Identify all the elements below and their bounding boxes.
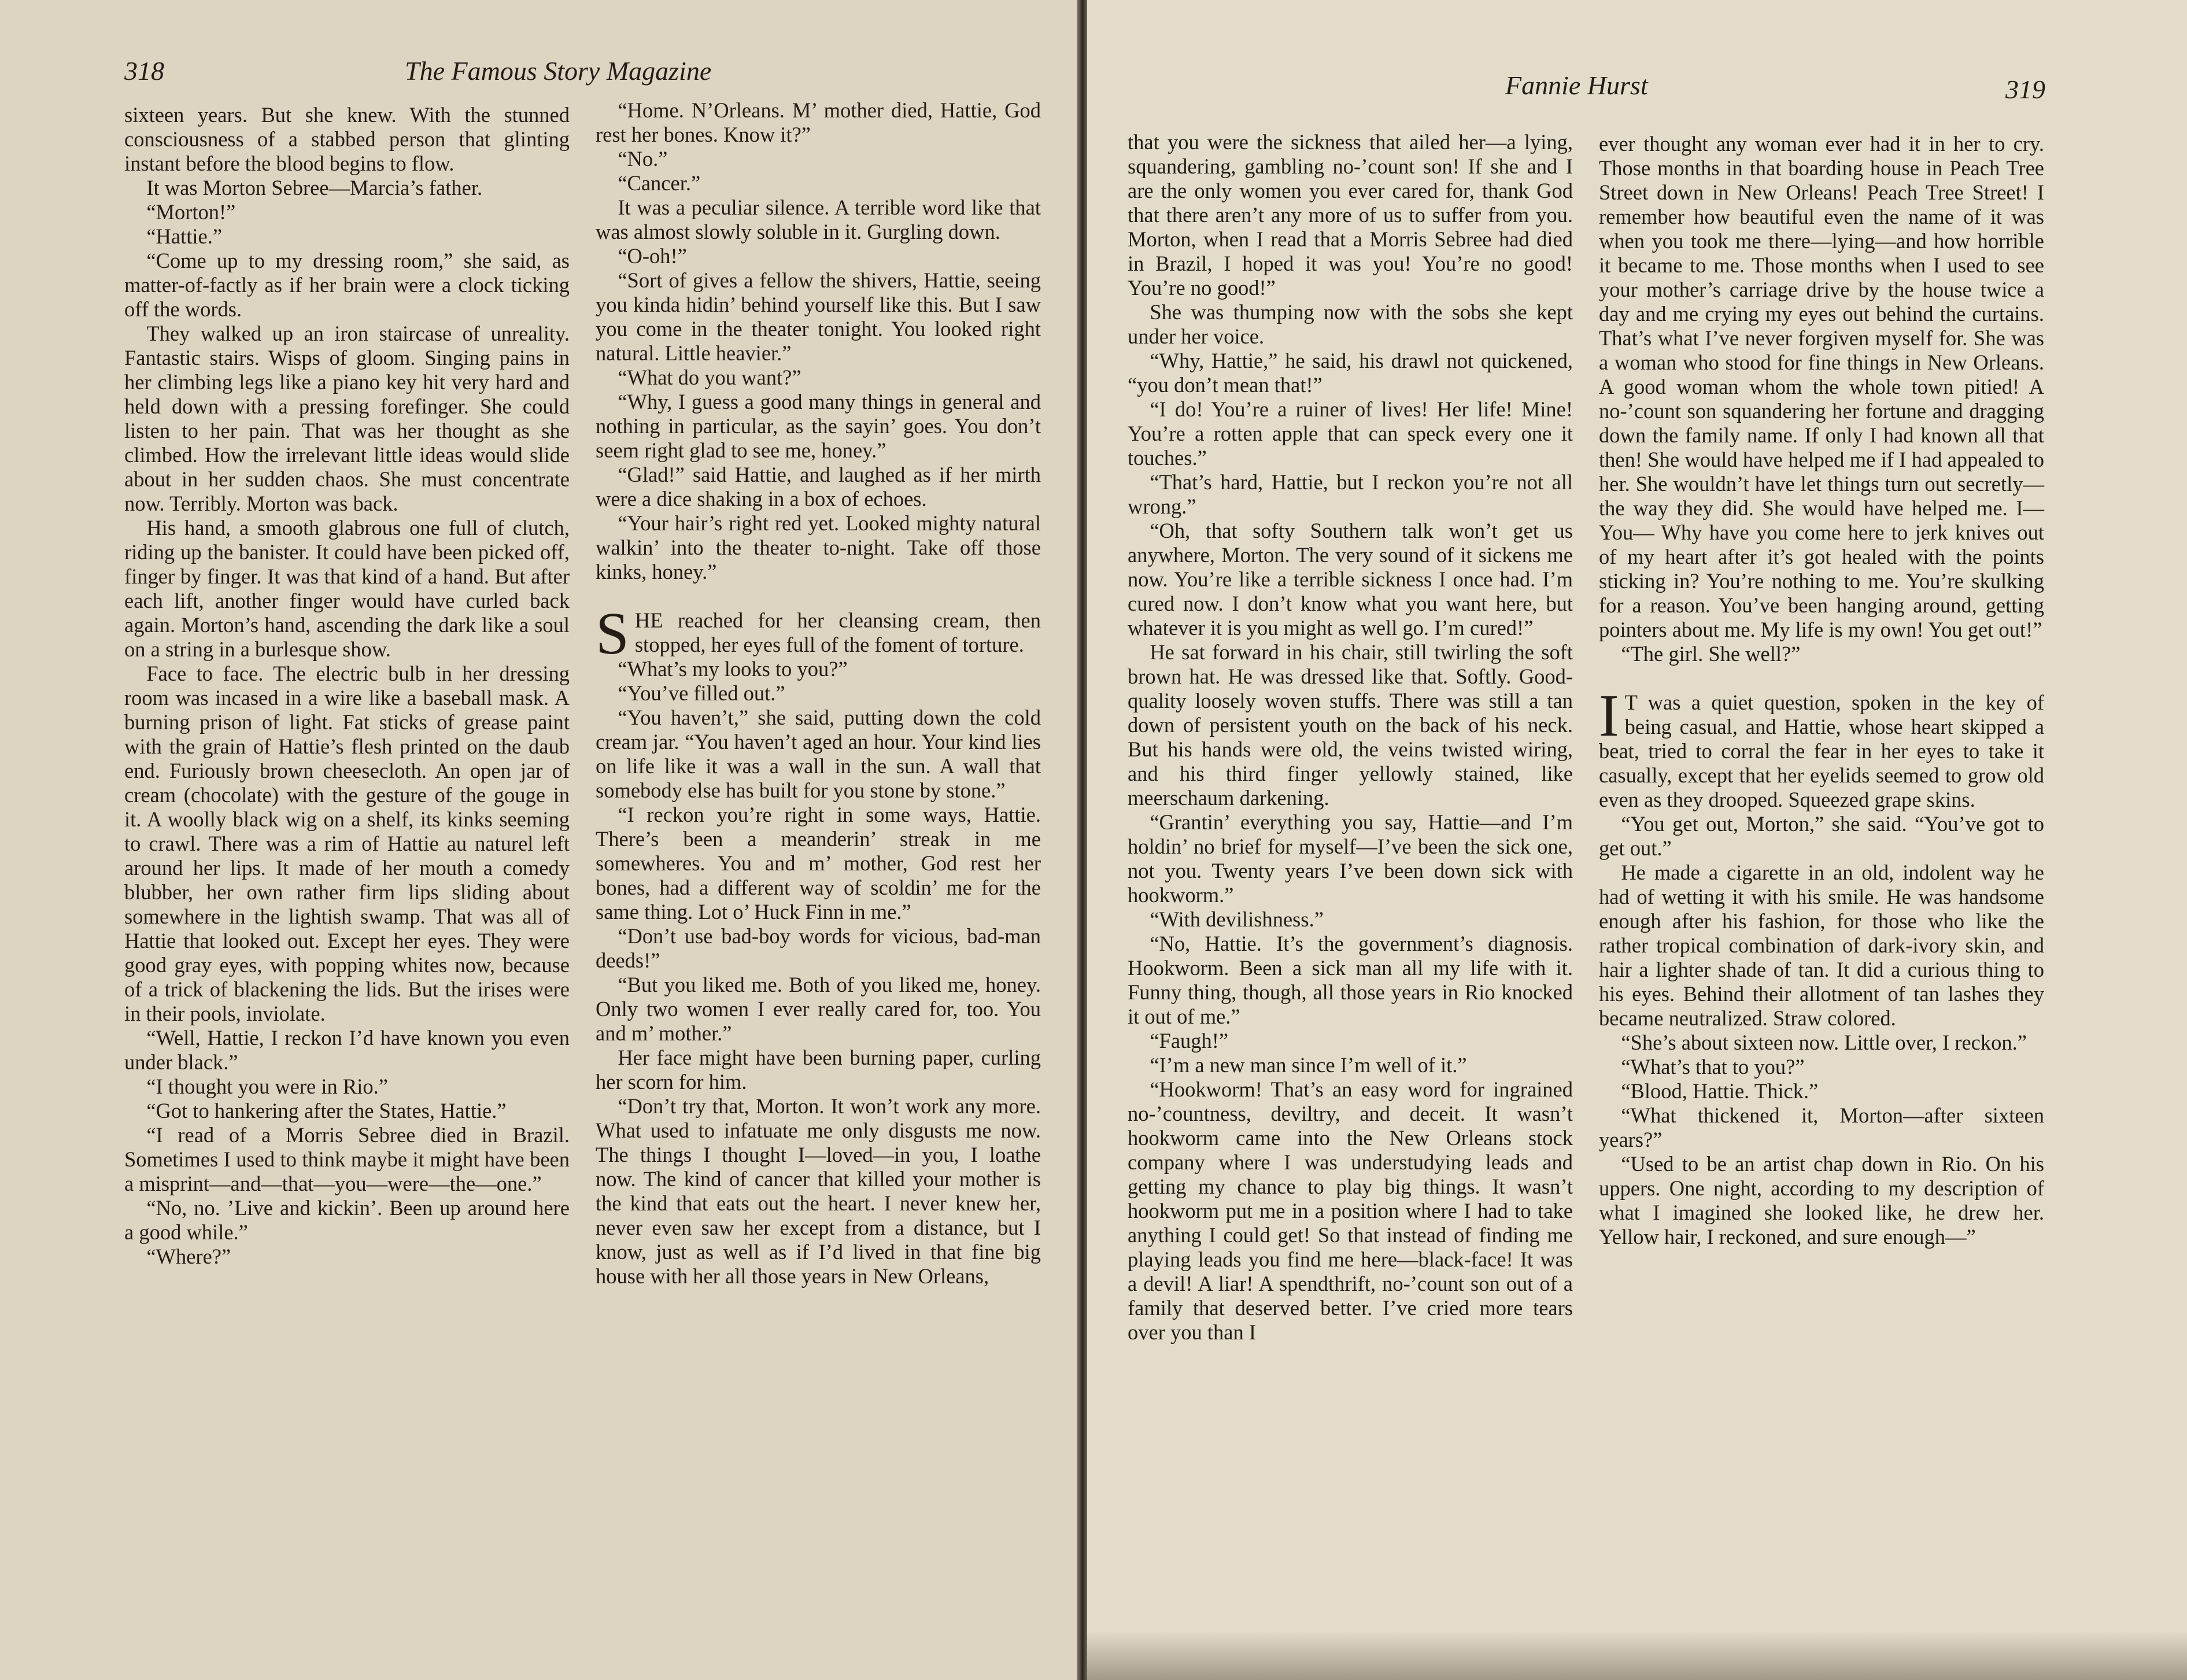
paragraph: “Glad!” said Hattie, and laughed as if her mirth were a dice shaking in a box of echoes. [596,463,1041,511]
paragraph: “Come up to my dressing room,” she said, as matter-of-factly as if her brain were a clock ticking off the words. [124,249,570,321]
paragraph: “Morton!” [146,200,236,224]
paragraph: that you were the sickness that ailed her—a lying, squandering, gambling no-’count son! If she and I are the only women you ever cared for, thank God that there aren’t any more of us to suffer from you. Morton, when I read that a Morris Sebree had died in Brazil, I hoped it was you! You’re no good! You’re no good!” [1128,130,1573,300]
paragraph: ever thought any woman ever had it in her to cry. Those months in that boarding house in Peach Tree Street down in New Orleans! Peach Tree Street! I remember how beautiful even the name of it was when you took me there—lying—and how horrible it became to me. Those months when I used to see your mother’s carriage drive by the house twice a day and me crying my eyes out behind the curtains. That’s what I’ve never forgiven myself for. She was a woman who stood for fine things in New Orleans. A good woman whom the whole town pitied! A no-’count son squandering her fortune and dragging down the family name. If only I had known all that then! She would have helped me if I had appealed to her. She wouldn’t have let things turn out secretly—the way they did. She would have helped me. I— You— Why have you come here to jerk knives out of my heart after it’s got healed with the points sticking in? You’re nothing to me. You’re skulking for a reason. You’ve been hanging around, getting pointers about me. My life is my own! You get out!” [1599,132,2044,641]
paragraph: “I’m a new man since I’m well of it.” [1150,1053,1467,1077]
page-number-left: 318 [124,56,164,86]
running-title-right: Fannie Hurst [1505,71,1648,100]
paragraph: It was Morton Sebree—Marcia’s father. [146,176,483,200]
paragraph: “Blood, Hattie. Thick.” [1621,1079,1819,1103]
right-page [1087,0,2187,1680]
paragraph: “Hattie.” [146,224,223,248]
paragraph: “Used to be an artist chap down in Rio. On his uppers. One night, according to my description of what I imagined she looked like, he drew her. Yellow hair, I reckoned, and sure enough—” [1599,1152,2044,1249]
paragraph: “Your hair’s right red yet. Looked mighty natural walkin’ into the theater to-night. Take off those kinks, honey.” [596,511,1041,584]
paragraph: Face to face. The electric bulb in her dressing room was incased in a wire like a baseball mask. A burning prison of light. Fat sticks of grease paint with the grain of Hattie’s flesh printed on the daub end. Furiously brown cheesecloth. An open jar of cream (chocolate) with the gesture of the gouge in it. A woolly black wig on a shelf, its kinks seeming to crawl. There was a rim of Hattie au naturel left around her lips. It made of her mouth a comedy blubber, her own rather firm lips sliding about somewhere in the lightish swamp. That was all of Hattie that looked out. Except her eyes. They were good gray eyes, with popping whites now, because of a trick of blackening the lids. But the irises were in their pools, inviolate. [124,662,570,1025]
paragraph: “I read of a Morris Sebree died in Brazil. Sometimes I used to think maybe it might have been a misprint—and—that—you—were—the—one.” [124,1123,570,1195]
paragraph: “Where?” [146,1245,231,1268]
section-opening-paragraph: IT was a quiet question, spoken in the key of being casual, and Hattie, whose heart skipped a beat, tried to corral the fear in her eyes to take it casually, except that her eyelids seemed to grow old even as they drooped. Squeezed grape skins. [1599,682,2044,811]
paragraph: “What thickened it, Morton—after sixteen years?” [1599,1103,2044,1151]
paragraph: “What do you want?” [618,365,801,389]
paragraph: “Sort of gives a fellow the shivers, Hattie, seeing you kinda hidin’ behind yourself like this. But I saw you come in the theater tonight. You looked right natural. Little heavier.” [596,268,1041,365]
paragraph: He made a cigarette in an old, indolent way he had of wetting it with his smile. He was handsome enough after his fashion, for those who like the rather tropical combination of dark-ivory skin, and hair a lighter shade of tan. It did a curious thing to his eyes. Behind their allotment of tan lashes they became neutralized. Straw colored. [1599,861,2044,1030]
paragraph: “Why, Hattie,” he said, his drawl not quickened, “you don’t mean that!” [1128,349,1573,397]
paragraph: “No, no. ’Live and kickin’. Been up around here a good while.” [124,1196,570,1244]
paragraph: “With devilishness.” [1150,907,1324,931]
paragraph: “I do! You’re a ruiner of lives! Her life! Mine! You’re a rotten apple that can speck every one it touches.” [1128,397,1573,470]
page-number-right: 319 [2005,75,2045,104]
paragraph: “You haven’t,” she said, putting down the cold cream jar. “You haven’t aged an hour. Your kind lies on life like it was a wall in the sun. A wall that somebody else has built for you stone by stone.” [596,706,1041,802]
running-title-left: The Famous Story Magazine [405,56,712,86]
paragraph: “Well, Hattie, I reckon I’d have known you even under black.” [124,1026,570,1074]
left-column-1 [124,103,570,1269]
paragraph: They walked up an iron staircase of unreality. Fantastic stairs. Wisps of gloom. Singing pains in her climbing legs like a piano key hit very hard and held down with a pressing forefinger. She could listen to her pain. That was her thought as she climbed. How the irrelevant little ideas would slide about in her sudden chaos. She must concentrate now. Terribly. Morton was back. [124,322,570,515]
paragraph: “What’s that to you?” [1621,1055,1805,1079]
paragraph: sixteen years. But she knew. With the stunned consciousness of a stabbed person that glinting instant before the blood begins to flow. [124,103,570,175]
paragraph: “Cancer.” [618,171,701,195]
paragraph: “No.” [618,147,668,171]
paragraph: “Home. N’Orleans. M’ mother died, Hattie, God rest her bones. Know it?” [596,98,1041,146]
paragraph: “I thought you were in Rio.” [146,1075,388,1098]
paragraph: She was thumping now with the sobs she kept under her voice. [1128,300,1573,348]
paragraph: “O-oh!” [618,244,687,268]
paragraph: “That’s hard, Hattie, but I reckon you’re not all wrong.” [1128,470,1573,518]
paragraph: He sat forward in his chair, still twirling the soft brown hat. He was dressed like that. Softly. Good-quality loosely woven stuffs. There was still a tan down of persistent youth on the back of his neck. But his hands were old, the veins twisted wiring, and his third finger yellowly stained, like meerschaum darkening. [1128,640,1573,810]
paragraph: “Hookworm! That’s an easy word for ingrained no-’countness, deviltry, and deceit. It wasn’t hookworm came into the New Orleans stock company where I was understudying leads and getting my chance to play big things. It wasn’t hookworm put me in a position where I had to take anything I could get! So that instead of finding me playing leads you find me here—black-face! It was a devil! A liar! A spendthrift, no-’count son out of a family that deserved better. I’ve cried more tears over you than I [1128,1077,1573,1344]
page-bottom-shadow [1087,1631,2187,1680]
paragraph: “You get out, Morton,” she said. “You’ve got to get out.” [1599,812,2044,860]
paragraph: “Oh, that softy Southern talk won’t get us anywhere, Morton. The very sound of it sickens me now. You’re like a terrible sickness I once had. I’m cured now. I don’t know what you want here, but whatever it is you might as well go. I’m cured!” [1128,519,1573,640]
paragraph: “No, Hattie. It’s the government’s diagnosis. Hookworm. Been a sick man all my life with it. Funny thing, though, all those years in Rio knocked it out of me.” [1128,932,1573,1028]
paragraph: “I reckon you’re right in some ways, Hattie. There’s been a meanderin’ streak in me somewheres. You and m’ mother, God rest her bones, had a different way of scoldin’ me for the same thing. Lot o’ Huck Finn in me.” [596,803,1041,924]
paragraph: “Faugh!” [1150,1029,1229,1053]
paragraph: “Grantin’ everything you say, Hattie—and I’m holdin’ no brief for myself—I’ve been the sick one, not you. Twenty years I’ve been down sick with hookworm.” [1128,810,1573,907]
paragraph: “The girl. She well?” [1621,642,1801,666]
paragraph: “Don’t try that, Morton. It won’t work any more. What used to infatuate me only disgusts me now. The things I thought I—loved—in you, I loathe now. The kind of cancer that killed your mother is the kind that eats out the heart. I never knew her, never even saw her except from a distance, but I know, just as well as if I’d lived in that fine big house with her all those years in New Orleans, [596,1094,1041,1288]
paragraph: “Don’t use bad-boy words for vicious, bad-man deeds!” [596,924,1041,972]
section-opening-paragraph: SHE reached for her cleansing cream, then stopped, her eyes full of the foment of torture. [596,600,1041,667]
paragraph: Her face might have been burning paper, curling her scorn for him. [596,1046,1041,1094]
left-column-2 [596,98,1041,1288]
paragraph: His hand, a smooth glabrous one full of clutch, riding up the banister. It could have been picked off, finger by finger. It was that kind of a hand. But after each lift, another finger would have curled back again. Morton’s hand, ascending the dark like a soul on a string in a burlesque show. [124,516,570,661]
paragraph: “Why, I guess a good many things in general and nothing in particular, as the sayin’ goes. You don’t seem right glad to see me, honey.” [596,390,1041,462]
book-gutter [1077,0,1087,1680]
left-page [0,0,1077,1680]
paragraph: “Got to hankering after the States, Hattie.” [146,1099,507,1123]
paragraph: “She’s about sixteen now. Little over, I reckon.” [1621,1031,2027,1054]
paragraph: “But you liked me. Both of you liked me, honey. Only two women I ever really cared for, too. You and m’ mother.” [596,973,1041,1045]
right-column-1 [1128,130,1573,1345]
paragraph: “What’s my looks to you?” [618,657,848,681]
paragraph: It was a peculiar silence. A terrible word like that was almost slowly soluble in it. Gurgling down. [596,195,1041,243]
paragraph: “You’ve filled out.” [618,681,785,705]
right-column-2 [1599,132,2044,1249]
